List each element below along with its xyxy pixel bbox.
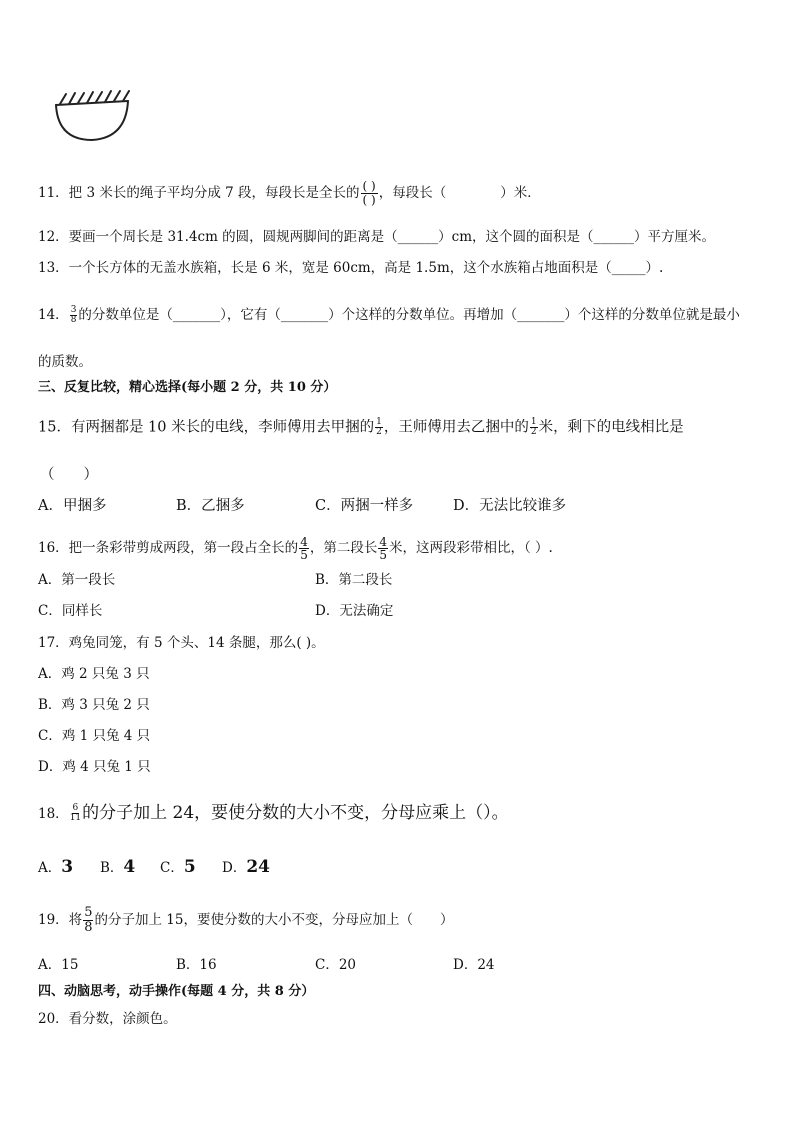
q16-option-a[interactable]: A．第一段长 (38, 572, 116, 588)
q18-option-a[interactable]: A．3 (38, 857, 74, 877)
question-19: 19．将 $\frac{5}{8}$ 的分子加上 15，要使分数的大小不变，分母应加上（ ） (38, 905, 454, 935)
section-3-heading: 三、反复比较，精心选择(每小题 2 分，共 10 分） (38, 380, 337, 395)
fraction: $\frac{6}{11}$ (69, 803, 82, 823)
q19-option-b[interactable]: B．16 (176, 957, 217, 973)
q17-option-a[interactable]: A．鸡 2 只兔 3 只 (38, 666, 150, 682)
q18-option-b[interactable]: B．4 (100, 857, 136, 877)
fraction: $\frac{3}{8}$ (70, 305, 77, 325)
fraction: $\frac{5}{8}$ (84, 905, 93, 935)
bowl-figure (50, 84, 134, 146)
q17-option-b[interactable]: B．鸡 3 只兔 2 只 (38, 697, 150, 713)
q19-option-c[interactable]: C．20 (315, 957, 357, 973)
fraction: $\frac{4}{5}$ (379, 535, 387, 562)
question-15: 15．有两捆都是 10 米长的电线，李师傅用去甲捆的 $\frac{1}{2}$ ，王师傅用去乙捆中的 $\frac{1}{2}$ 米，剩下的电线相比是 (38, 417, 684, 437)
q15-option-b[interactable]: B．乙捆多 (176, 498, 245, 514)
question-14: 14． $\frac{3}{8}$ 的分数单位是（_______），它有（_______）个这样的分数单位。再增加（_______）个这样的分数单位就是最小 (38, 305, 740, 325)
q19-option-a[interactable]: A．15 (38, 957, 79, 973)
question-20: 20．看分数，涂颜色。 (38, 1011, 177, 1027)
question-12: 12．要画一个周长是 31.4cm 的圆，圆规两脚间的距离是（______）cm，这个圆的面积是（______）平方厘米。 (38, 229, 716, 245)
q16-option-d[interactable]: D．无法确定 (315, 603, 394, 619)
q15-option-a[interactable]: A．甲捆多 (38, 498, 107, 514)
question-18: 18． $\frac{6}{11}$ 的分子加上 24，要使分数的大小不变，分母应乘上（）。 (38, 803, 509, 823)
question-15-answer-paren: （ ） (40, 467, 98, 483)
q15-option-c[interactable]: C．两捆一样多 (315, 498, 414, 514)
q17-option-d[interactable]: D．鸡 4 只兔 1 只 (38, 759, 151, 775)
question-17: 17．鸡兔同笼，有 5 个头、14 条腿，那么( )。 (38, 635, 325, 651)
question-11: 11．把 3 米长的绳子平均分成 7 段，每段长是全长的 $\frac{( )}{( )}$ ，每段长（ ）米． (38, 179, 541, 207)
q18-option-d[interactable]: D．24 (222, 857, 270, 877)
q15-option-d[interactable]: D．无法比较谁多 (453, 498, 567, 514)
q19-option-d[interactable]: D．24 (453, 957, 495, 973)
question-16: 16．把一条彩带剪成两段，第一段占全长的 $\frac{4}{5}$ ，第二段长 $\frac{4}{5}$ 米，这两段彩带相比，（ ）. (38, 535, 553, 562)
question-14-line2: 的质数。 (38, 354, 92, 370)
q17-option-c[interactable]: C．鸡 1 只兔 4 只 (38, 728, 151, 744)
question-13: 13．一个长方体的无盖水族箱，长是 6 米，宽是 60cm，高是 1.5m，这个水族箱占地面积是（_____）. (38, 260, 664, 276)
fraction: $\frac{4}{5}$ (300, 535, 308, 562)
q18-option-c[interactable]: C．5 (160, 857, 196, 877)
fraction-blank: $\frac{( )}{( )}$ (362, 179, 376, 207)
fraction: $\frac{1}{2}$ (530, 417, 537, 437)
section-4-heading: 四、动脑思考，动手操作(每题 4 分，共 8 分） (38, 984, 315, 999)
fraction: $\frac{1}{2}$ (376, 417, 382, 437)
q16-option-c[interactable]: C．同样长 (38, 603, 103, 619)
q16-option-b[interactable]: B．第二段长 (315, 572, 393, 588)
